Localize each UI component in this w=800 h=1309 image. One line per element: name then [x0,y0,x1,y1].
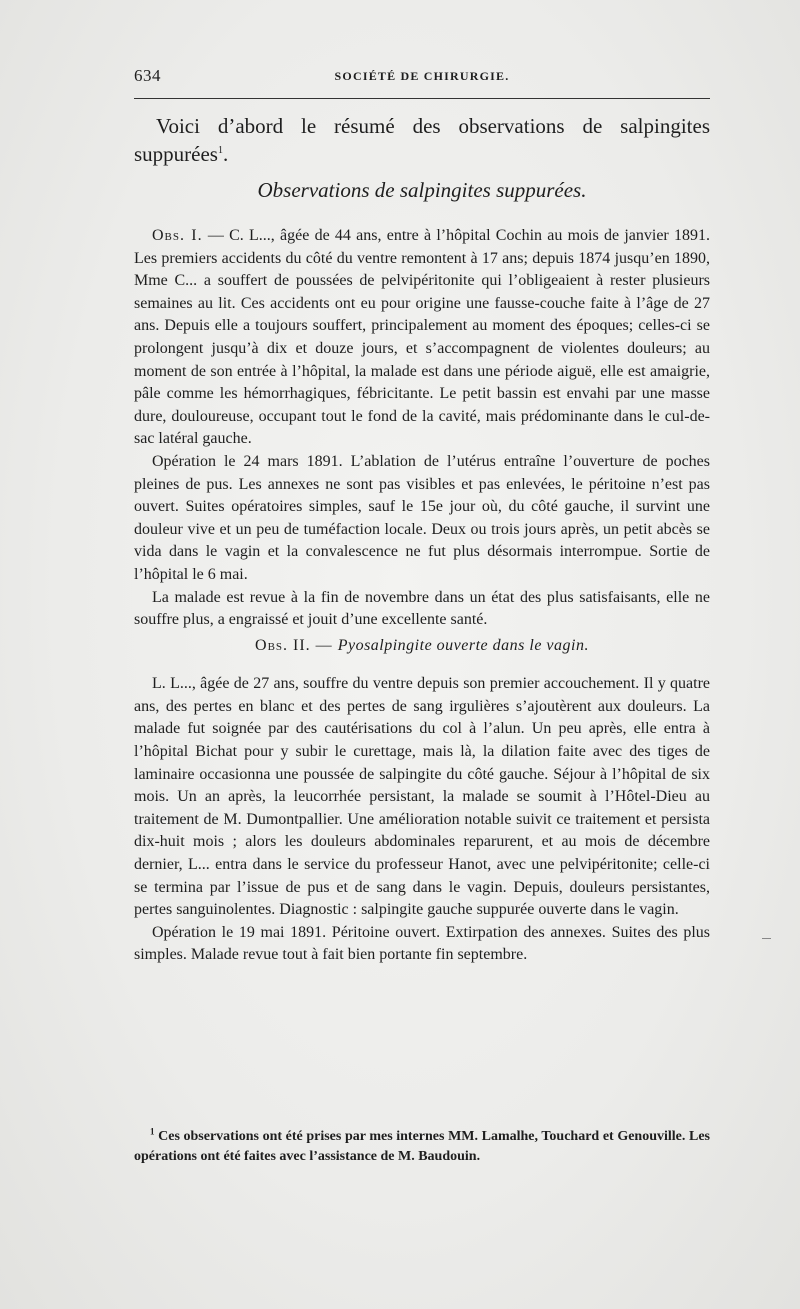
obs2-paragraph-1: L. L..., âgée de 27 ans, souffre du ventre depuis son premier accouchement. Il y quatre ans, des pertes en blanc et des pertes de sang irgulières s’ajoutèrent aux douleurs. La malade fut soignée par des cautérisations du col à l’alun. Un peu après, elle entra à l’hôpital Bichat pour y subir le curettage, mais là, la dilation faite avec des tiges de laminaire occasionna une poussée de salpingite du côté gauche. Séjour à l’hôpital de six mois. Un an après, la leucorrhée persistant, la malade se soumit à l’Hôtel-Dieu au traitement de M. Dumontpallier. Une amélioration notable suivit ce traitement et persista dix-huit mois ; alors les douleurs abdominales reparurent, et au mois de décembre dernier, L... entra dans le service du professeur Hanot, avec une pelvipéritonite; celle-ci se termina par l’issue de pus et de sang dans le vagin. Depuis, douleurs persistantes, pertes sanguinolentes. Diagnostic : salpingite gauche suppurée ouverte dans le vagin. [134,675,710,919]
header-rule [134,98,710,99]
obs1-label: Obs. I. [152,227,203,244]
obs2-title: Pyosalpingite ouverte dans le vagin. [337,636,589,654]
obs1-paragraph-1: Obs. I. — C. L..., âgée de 44 ans, entre à l’hôpital Cochin au mois de janvier 1891. Les premiers accidents du côté du ventre remontent à 17 ans; depuis 1874 jusqu’en 1890, Mme C... a souffert de poussées de pelvipéritonite qui l’obligeaient à rester plusieurs semaines au lit. Ces accidents ont eu pour origine une fausse-couche faite à l’âge de 27 ans. Depuis elle a toujours souffert, principalement au moment des époques; celles-ci se prolongent jusqu’à dix et douze jours, et s’accompagnent de violentes douleurs; au moment de son entrée à l’hôpital, la malade est dans une période aiguë, elle est amaigrie, pâle comme les hémorrhagiques, fébricitante. Le petit bassin est envahi par une masse dure, douloureuse, occupant tout le fond de la cavité, mais prédominante dans le cul-de-sac latéral gauche. [134,227,710,448]
footnote-text: Ces observations ont été prises par mes internes MM. Lamalhe, Touchard et Genouville. Les opérations ont été faites avec l’assistance de M. Baudouin. [134,1129,711,1164]
obs1-paragraph-3: La malade est revue à la fin de novembre dans un état des plus satisfaisants, elle ne souffre plus, a engraissé et jouit d’une excellente santé. [134,588,710,629]
footnote-reference: 1 [217,145,223,156]
footnote [134,1127,710,1167]
page-number: 634 [134,66,161,85]
running-title: SOCIÉTÉ DE CHIRURGIE. [334,69,510,83]
intro-paragraph: Voici d’abord le résumé des observations de salpingites suppurées$^1$. [134,114,710,166]
obs2-paragraph-2: Opération le 19 mai 1891. Péritoine ouvert. Extirpation des annexes. Suites des plus simples. Malade revue tout à fait bien portante fin septembre. [134,923,710,964]
margin-mark [762,938,771,939]
section-title: Observations de salpingites suppurées. [257,178,587,202]
main-text [134,112,710,967]
page-header [134,66,710,92]
obs1-paragraph-2: Opération le 24 mars 1891. L’ablation de l’utérus entraîne l’ouverture de poches pleines de pus. Les annexes ne sont pas visibles et pas enlevées, le péritoine n’est pas ouvert. Suites opératoires simples, sauf le 15e jour où, du côté gauche, il survint une douleur vive et un peu de tuméfaction locale. Deux ou trois jours après, un petit abcès se vida dans le vagin et la convalescence ne fut plus désormais interrompue. Sortie de l’hôpital le 6 mai. [134,452,710,583]
footnote-mark: 1 [150,1126,155,1137]
obs2-heading: Obs. II. — Pyosalpingite ouverte dans le vagin. [255,636,589,654]
